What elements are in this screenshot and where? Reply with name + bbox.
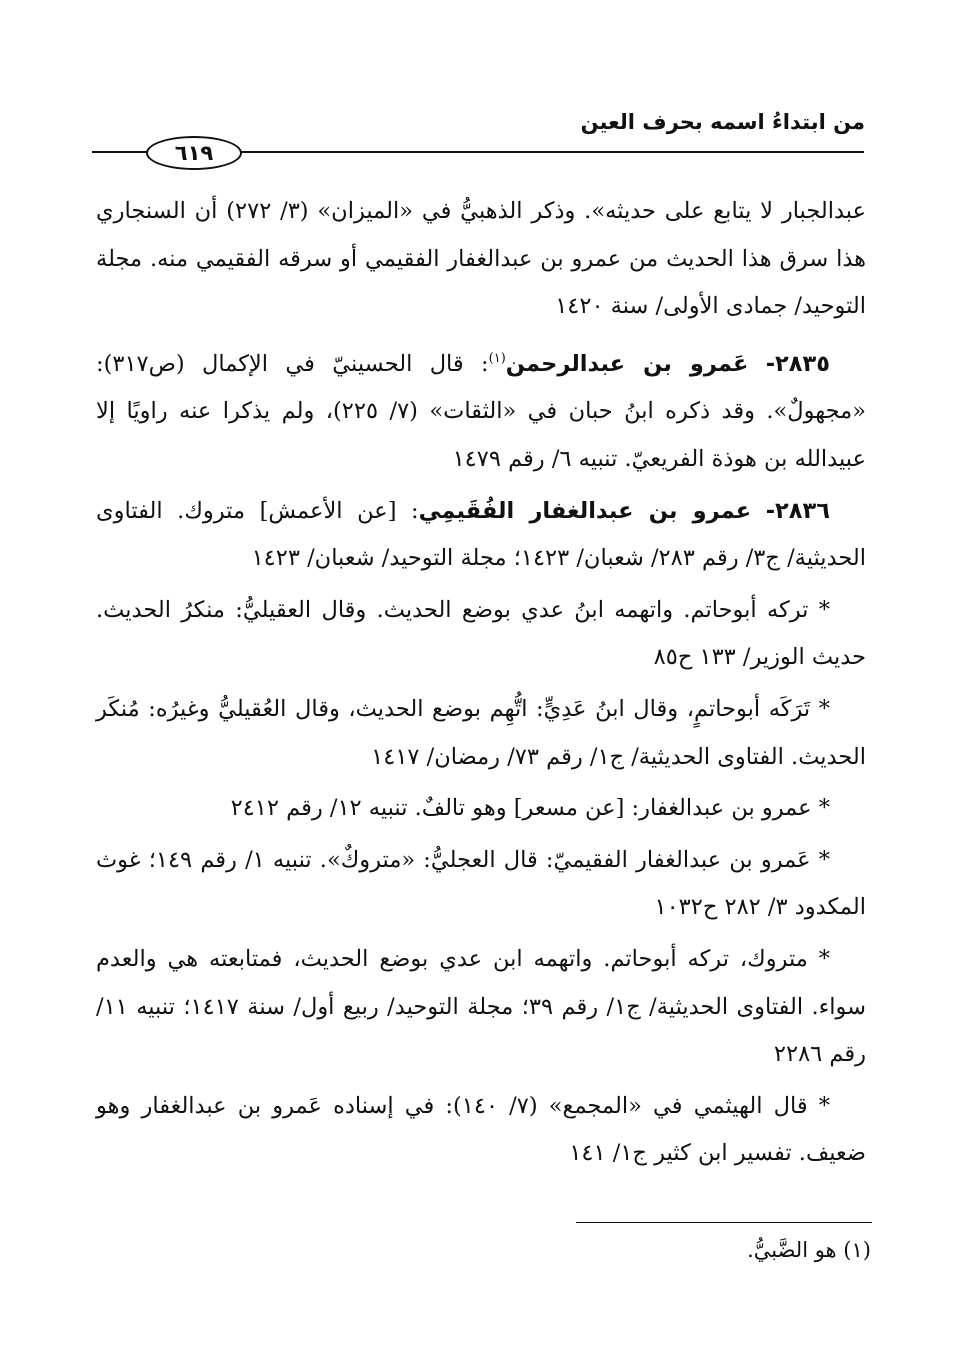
list-item: * تركه أبوحاتم. واتهمه ابنُ عدي بوضع الحديث. وقال العقيليُّ: منكرُ الحديث. حديث الوزير/ ١٣٣ ح٨٥ xyxy=(96,596,866,671)
footnote: (١) هو الضَّبيُّ. xyxy=(747,1238,871,1262)
entry-number: ٢٨٣٥- xyxy=(765,350,830,377)
footnote-rule xyxy=(576,1222,872,1223)
running-title: من ابتداءُ اسمه بحرف العين xyxy=(580,110,865,134)
main-text xyxy=(96,188,866,1182)
page-number: ٦١٩ xyxy=(146,136,242,170)
entry-2835 xyxy=(96,335,866,484)
list-item: * قال الهيثمي في «المجمع» (٧/ ١٤٠): في إسناده عَمرو بن عبدالغفار وهو ضعيف. تفسير ابن كثير ج١/ ١٤١ xyxy=(96,1092,866,1167)
paragraph-continuation: عبدالجبار لا يتابع على حديثه». وذكر الذهبيُّ في «الميزان» (٣/ ٢٧٢) أن السنجاري هذا سرق هذا الحديث من عمرو بن عبدالغفار الفقيمي أو سرقه الفقيمي منه. مجلة التوحيد/ جمادى الأولى/ سنة ١٤٢٠ xyxy=(96,198,866,320)
list-item: * تَرَكَه أبوحاتمٍ، وقال ابنُ عَدِيٍّ: اتُّهِم بوضع الحديث، وقال العُقيليُّ وغيرُه: مُنكَر الحديث. الفتاوى الحديثية/ ج١/ رقم ٧٣/ رمضان/ ١٤١٧ xyxy=(96,695,866,770)
list-item: * متروك، تركه أبوحاتم. واتهمه ابن عدي بوضع الحديث، فمتابعته هي والعدم سواء. الفتاوى الحديثية/ ج١/ رقم ٣٩؛ مجلة التوحيد/ ربيع أول/ سنة ١٤١٧؛ تنبيه ١١/ رقم ٢٢٨٦ xyxy=(96,945,867,1068)
footnote-marker: (١) xyxy=(488,350,506,366)
entry-number: ٢٨٣٦- xyxy=(765,497,830,524)
entry-name: عمرو بن عبدالغفار الفُقَيمِي xyxy=(418,497,752,524)
entry-name: عَمرو بن عبدالرحمن xyxy=(505,350,749,377)
list-item: * عمرو بن عبدالغفار: [عن مسعر] وهو تالفٌ. تنبيه ١٢/ رقم ٢٤١٢ xyxy=(230,795,830,822)
entry-text: : [عن الأعمش] متروك. الفتاوى الحديثية/ ج٣/ رقم ٢٨٣/ شعبان/ ١٤٢٣؛ مجلة التوحيد/ شعبان/ ١٤٢٣ xyxy=(96,497,866,572)
list-item: * عَمرو بن عبدالغفار الفقيميّ: قال العجليُّ: «متروكٌ». تنبيه ١/ رقم ١٤٩؛ غوث المكدود ٣/ ٢٨٢ ح١٠٣٢ xyxy=(96,846,866,921)
entry-2836 xyxy=(96,488,866,583)
entry-text: : قال الحسينيّ في الإكمال (ص٣١٧): «مجهولٌ». وقد ذكره ابنُ حبان في «الثقات» (٧/ ٢٢٥)، ولم يذكرا عنه راويًا إلا عبيدالله بن هوذة الفريعيّ. تنبيه ٦/ رقم ١٤٧٩ xyxy=(96,350,866,472)
